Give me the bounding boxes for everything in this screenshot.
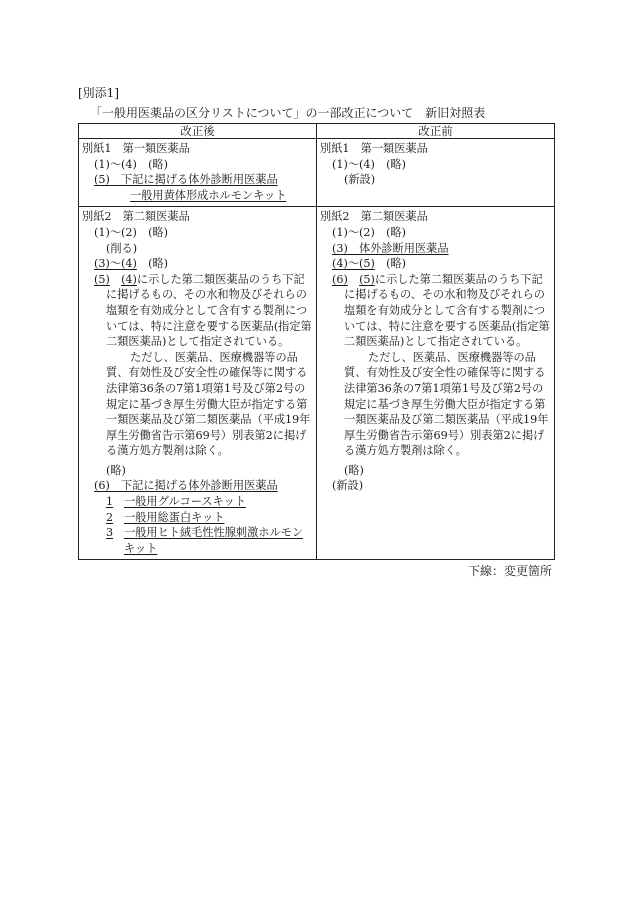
attachment-label: [別添1] [78,86,119,100]
after-sec2-sub-items [82,494,313,556]
after-sec2-item5-num: (5) [94,272,110,286]
section1-row [79,139,555,207]
after-sec2-heading: 別紙2 第二類医薬品 [82,210,190,224]
after-sec1-heading: 別紙1 第一類医薬品 [82,142,190,155]
section2-row [79,207,555,560]
after-sec2-item1: (1)～(2) (略) [94,225,168,239]
before-sec2-new: (新設) [332,479,364,493]
after-sec1-item1: (1)～(4) (略) [94,157,168,171]
before-sec2-item4-num: (4)～(5) [332,257,375,271]
after-sec2-item5-text: に示した第二類医薬品のうち下記に掲げるもの、その水和物及びそれらの塩類を有効成分として含有する製剤については、特に注意を要する医薬品(指定第二類医薬品)として指定されている。 [106,272,312,349]
before-sec2-heading: 別紙2 第二類医薬品 [320,210,428,224]
sub-item-text: 一般用総蛋白キット [124,510,225,524]
after-section2-cell [79,207,317,560]
comparison-table [78,123,555,560]
document-title: 「一般用医薬品の区分リストについて」の一部改正について 新旧対照表 [90,106,486,120]
after-sec2-item6: (6) 下記に掲げる体外診断用医薬品 [94,479,278,493]
after-sec1-item5: (5) 下記に掲げる体外診断用医薬品 [94,173,278,187]
after-sec2-item3 [82,256,313,272]
before-sec2-item1: (1)～(2) (略) [332,225,406,239]
after-sec2-item3-rest: (略) [136,257,168,271]
table-header-row [79,124,555,139]
sub-item-text: 一般用グルコースキット [124,495,246,509]
underline-legend: 下線：変更箇所 [467,564,552,578]
after-section1-cell [79,139,317,207]
list-item [106,510,313,526]
before-sec1-new: (新設) [344,173,376,187]
before-sec2-item6-ref: (5) [359,272,375,286]
sub-item-text: 一般用ヒト絨毛性性腺刺激ホルモンキット [124,526,304,555]
before-sec2-item6-para2: ただし、医薬品、医療機器等の品質、有効性及び安全性の確保等に関する法律第36条の7第1項第1号及び第2号の規定に基づき厚生労働大臣が指定する第一類医薬品及び第二類医薬品（平成19年厚生労働省告示第69号）別表第2に掲げる漢方処方製剤は除く。 [344,350,549,458]
sub-item-number: 3 [106,526,114,540]
sub-item-number: 2 [106,510,114,524]
before-section1-cell [317,139,555,207]
list-item [106,494,313,510]
after-sec2-abbr: (略) [106,463,126,477]
before-sec2-item4-rest: (略) [374,257,406,271]
sub-item-number: 1 [106,495,114,509]
before-sec1-heading: 別紙1 第一類医薬品 [320,142,428,155]
after-sec2-item5-para1 [82,272,313,350]
before-section2-cell [317,207,555,560]
before-sec2-item6-text: に示した第二類医薬品のうち下記に掲げるもの、その水和物及びそれらの塩類を有効成分として含有する製剤については、特に注意を要する医薬品(指定第二類医薬品)として指定されている。 [344,272,550,349]
before-sec2-item6-para1 [320,272,551,350]
after-sec2-item5-para2: ただし、医薬品、医療機器等の品質、有効性及び安全性の確保等に関する法律第36条の7第1項第1号及び第2号の規定に基づき厚生労働大臣が指定する第一類医薬品及び第二類医薬品（平成19年厚生労働省告示第69号）別表第2に掲げる漢方処方製剤は除く。 [106,350,311,458]
before-sec1-item1: (1)～(4) (略) [332,157,406,171]
before-sec2-item3: (3) 体外診断用医薬品 [332,241,449,255]
list-item [106,525,313,556]
after-sec2-deleted: (削る) [106,241,138,255]
after-sec2-item3-num: (3)～(4) [94,257,137,271]
after-sec1-item5-sub: 一般用黄体形成ホルモンキット [130,188,287,202]
header-after: 改正後 [79,124,317,139]
before-sec2-abbr: (略) [344,463,364,477]
after-sec2-item5-ref: (4) [121,272,137,286]
before-sec2-item6-num: (6) [332,272,348,286]
header-before: 改正前 [317,124,555,139]
before-sec2-item4 [320,256,551,272]
